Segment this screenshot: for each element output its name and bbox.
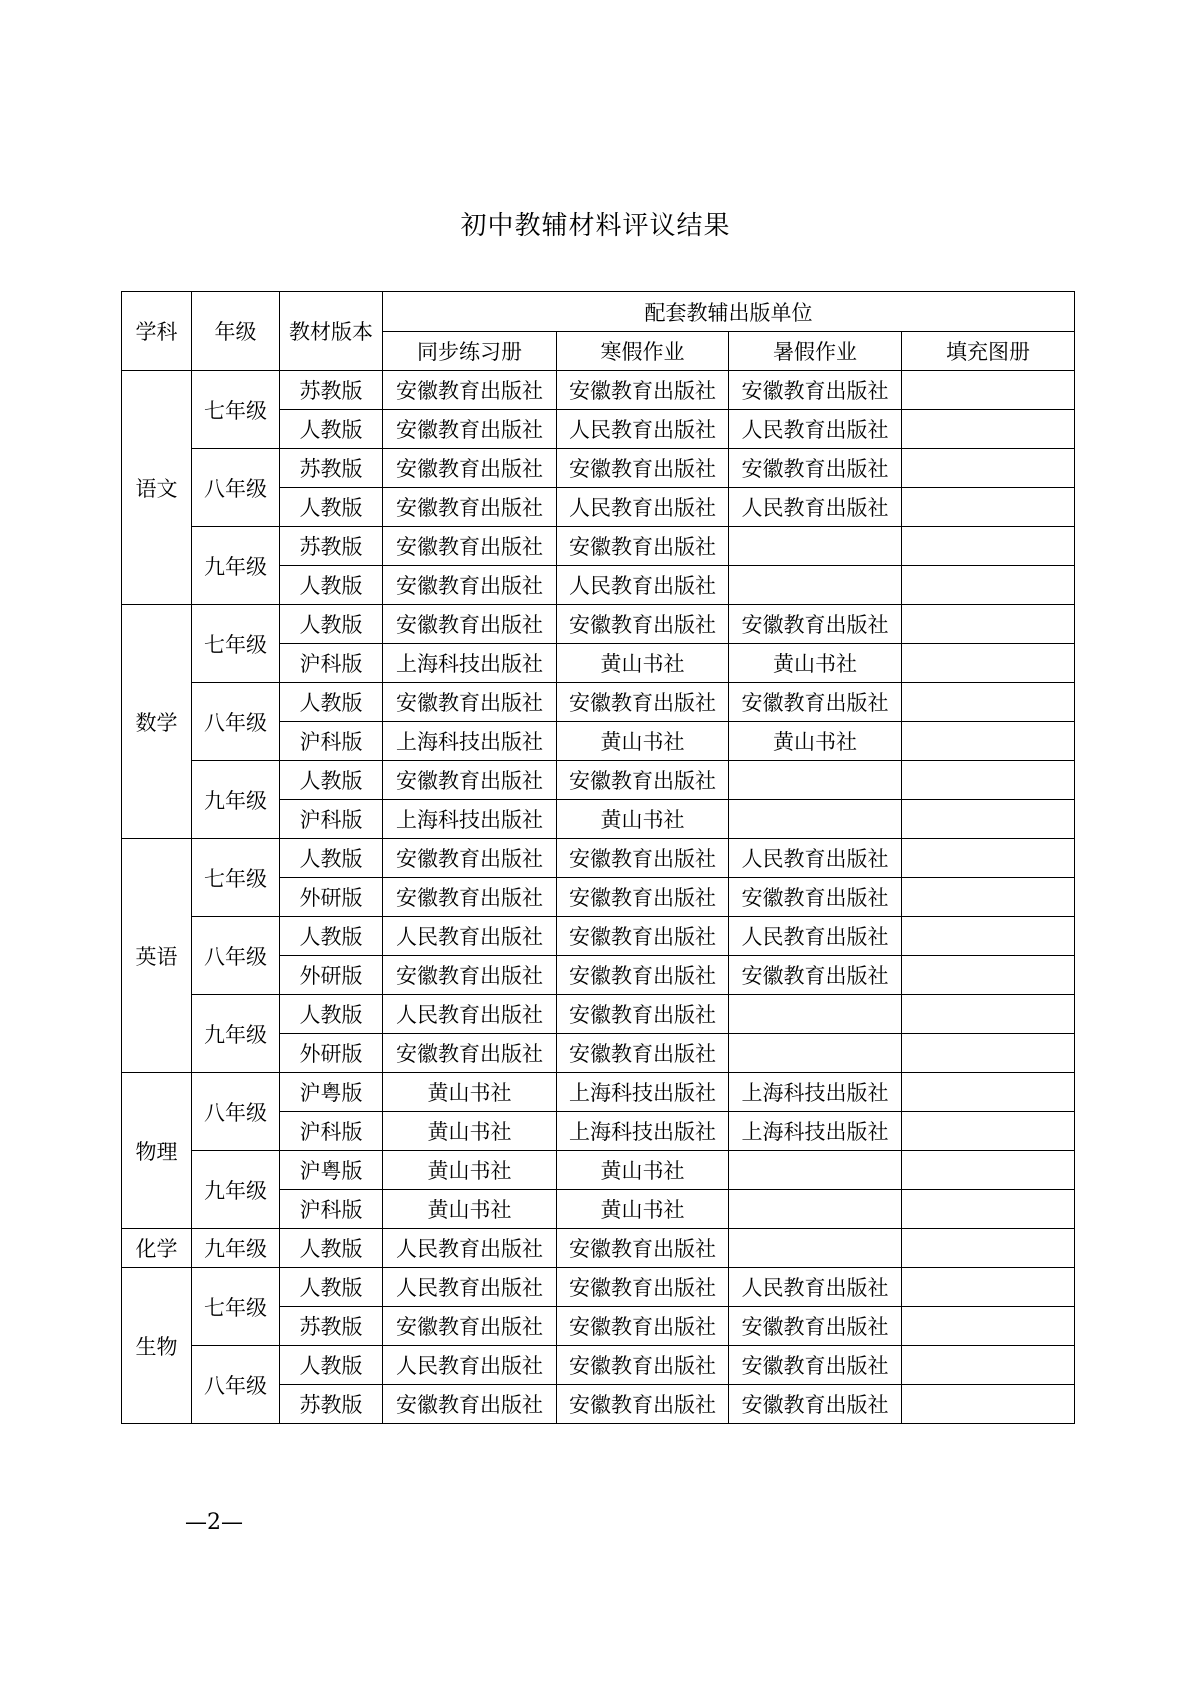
sync-cell: 安徽教育出版社	[383, 371, 557, 410]
header-row-1	[122, 292, 1075, 332]
edition-cell: 沪粤版	[280, 1151, 383, 1190]
sync-cell: 安徽教育出版社	[383, 566, 557, 605]
subject-cell: 数学	[122, 605, 192, 839]
edition-cell: 苏教版	[280, 1385, 383, 1424]
edition-cell: 人教版	[280, 410, 383, 449]
grade-cell: 九年级	[192, 1229, 280, 1268]
winter-cell: 安徽教育出版社	[557, 1307, 729, 1346]
atlas-cell	[902, 1268, 1075, 1307]
winter-cell: 人民教育出版社	[557, 488, 729, 527]
edition-cell: 沪科版	[280, 722, 383, 761]
table-row	[122, 839, 1075, 878]
atlas-cell	[902, 800, 1075, 839]
header-grade: 年级	[192, 292, 280, 371]
sync-cell: 安徽教育出版社	[383, 683, 557, 722]
sync-cell: 安徽教育出版社	[383, 527, 557, 566]
summer-cell: 安徽教育出版社	[729, 371, 902, 410]
grade-cell: 八年级	[192, 683, 280, 761]
table-row	[122, 605, 1075, 644]
sync-cell: 安徽教育出版社	[383, 956, 557, 995]
edition-cell: 人教版	[280, 995, 383, 1034]
sync-cell: 黄山书社	[383, 1151, 557, 1190]
results-table	[121, 291, 1075, 1424]
winter-cell: 黄山书社	[557, 1151, 729, 1190]
sync-cell: 黄山书社	[383, 1073, 557, 1112]
edition-cell: 外研版	[280, 956, 383, 995]
table-row	[122, 1151, 1075, 1190]
edition-cell: 人教版	[280, 1346, 383, 1385]
atlas-cell	[902, 371, 1075, 410]
winter-cell: 安徽教育出版社	[557, 683, 729, 722]
atlas-cell	[902, 566, 1075, 605]
winter-cell: 黄山书社	[557, 644, 729, 683]
header-summer: 暑假作业	[729, 332, 902, 371]
edition-cell: 沪科版	[280, 1190, 383, 1229]
winter-cell: 安徽教育出版社	[557, 878, 729, 917]
subject-cell: 物理	[122, 1073, 192, 1229]
sync-cell: 人民教育出版社	[383, 1268, 557, 1307]
sync-cell: 安徽教育出版社	[383, 1034, 557, 1073]
sync-cell: 安徽教育出版社	[383, 1385, 557, 1424]
edition-cell: 人教版	[280, 683, 383, 722]
summer-cell	[729, 1034, 902, 1073]
atlas-cell	[902, 1034, 1075, 1073]
sync-cell: 安徽教育出版社	[383, 605, 557, 644]
atlas-cell	[902, 488, 1075, 527]
atlas-cell	[902, 761, 1075, 800]
edition-cell: 人教版	[280, 839, 383, 878]
grade-cell: 七年级	[192, 371, 280, 449]
winter-cell: 人民教育出版社	[557, 566, 729, 605]
winter-cell: 安徽教育出版社	[557, 1385, 729, 1424]
grade-cell: 七年级	[192, 605, 280, 683]
subject-cell: 语文	[122, 371, 192, 605]
atlas-cell	[902, 1307, 1075, 1346]
summer-cell: 安徽教育出版社	[729, 1307, 902, 1346]
summer-cell	[729, 566, 902, 605]
edition-cell: 沪粤版	[280, 1073, 383, 1112]
summer-cell	[729, 527, 902, 566]
winter-cell: 安徽教育出版社	[557, 605, 729, 644]
sync-cell: 人民教育出版社	[383, 1346, 557, 1385]
sync-cell: 安徽教育出版社	[383, 449, 557, 488]
header-publisher-group: 配套教辅出版单位	[383, 292, 1075, 332]
summer-cell: 安徽教育出版社	[729, 1385, 902, 1424]
edition-cell: 人教版	[280, 1268, 383, 1307]
atlas-cell	[902, 1385, 1075, 1424]
summer-cell: 人民教育出版社	[729, 410, 902, 449]
sync-cell: 安徽教育出版社	[383, 410, 557, 449]
summer-cell: 人民教育出版社	[729, 488, 902, 527]
winter-cell: 黄山书社	[557, 1190, 729, 1229]
winter-cell: 安徽教育出版社	[557, 956, 729, 995]
summer-cell: 上海科技出版社	[729, 1073, 902, 1112]
summer-cell	[729, 761, 902, 800]
grade-cell: 八年级	[192, 917, 280, 995]
grade-cell: 九年级	[192, 995, 280, 1073]
edition-cell: 沪科版	[280, 800, 383, 839]
winter-cell: 安徽教育出版社	[557, 1034, 729, 1073]
table-row	[122, 683, 1075, 722]
winter-cell: 上海科技出版社	[557, 1112, 729, 1151]
summer-cell	[729, 1229, 902, 1268]
table-row	[122, 917, 1075, 956]
table-row	[122, 527, 1075, 566]
table-row	[122, 995, 1075, 1034]
grade-cell: 七年级	[192, 839, 280, 917]
summer-cell: 安徽教育出版社	[729, 683, 902, 722]
atlas-cell	[902, 449, 1075, 488]
header-atlas: 填充图册	[902, 332, 1075, 371]
winter-cell: 安徽教育出版社	[557, 995, 729, 1034]
atlas-cell	[902, 839, 1075, 878]
subject-cell: 生物	[122, 1268, 192, 1424]
edition-cell: 人教版	[280, 917, 383, 956]
table-row	[122, 761, 1075, 800]
winter-cell: 黄山书社	[557, 722, 729, 761]
grade-cell: 九年级	[192, 761, 280, 839]
atlas-cell	[902, 1073, 1075, 1112]
winter-cell: 安徽教育出版社	[557, 527, 729, 566]
sync-cell: 上海科技出版社	[383, 722, 557, 761]
winter-cell: 上海科技出版社	[557, 1073, 729, 1112]
header-winter: 寒假作业	[557, 332, 729, 371]
grade-cell: 七年级	[192, 1268, 280, 1346]
atlas-cell	[902, 956, 1075, 995]
winter-cell: 安徽教育出版社	[557, 839, 729, 878]
edition-cell: 苏教版	[280, 449, 383, 488]
atlas-cell	[902, 410, 1075, 449]
edition-cell: 人教版	[280, 566, 383, 605]
summer-cell: 人民教育出版社	[729, 839, 902, 878]
grade-cell: 八年级	[192, 449, 280, 527]
summer-cell: 安徽教育出版社	[729, 449, 902, 488]
table-row	[122, 1346, 1075, 1385]
winter-cell: 安徽教育出版社	[557, 1346, 729, 1385]
sync-cell: 黄山书社	[383, 1112, 557, 1151]
sync-cell: 安徽教育出版社	[383, 878, 557, 917]
sync-cell: 黄山书社	[383, 1190, 557, 1229]
atlas-cell	[902, 683, 1075, 722]
summer-cell: 安徽教育出版社	[729, 878, 902, 917]
grade-cell: 八年级	[192, 1073, 280, 1151]
sync-cell: 人民教育出版社	[383, 995, 557, 1034]
atlas-cell	[902, 527, 1075, 566]
winter-cell: 安徽教育出版社	[557, 1268, 729, 1307]
sync-cell: 安徽教育出版社	[383, 839, 557, 878]
edition-cell: 人教版	[280, 1229, 383, 1268]
atlas-cell	[902, 1151, 1075, 1190]
summer-cell: 上海科技出版社	[729, 1112, 902, 1151]
atlas-cell	[902, 917, 1075, 956]
atlas-cell	[902, 878, 1075, 917]
table-row	[122, 1229, 1075, 1268]
edition-cell: 人教版	[280, 488, 383, 527]
edition-cell: 人教版	[280, 761, 383, 800]
header-subject: 学科	[122, 292, 192, 371]
summer-cell	[729, 1151, 902, 1190]
atlas-cell	[902, 722, 1075, 761]
summer-cell	[729, 995, 902, 1034]
grade-cell: 八年级	[192, 1346, 280, 1424]
edition-cell: 人教版	[280, 605, 383, 644]
table-row	[122, 1073, 1075, 1112]
winter-cell: 安徽教育出版社	[557, 371, 729, 410]
summer-cell: 安徽教育出版社	[729, 956, 902, 995]
subject-cell: 英语	[122, 839, 192, 1073]
summer-cell	[729, 800, 902, 839]
sync-cell: 安徽教育出版社	[383, 1307, 557, 1346]
edition-cell: 苏教版	[280, 1307, 383, 1346]
atlas-cell	[902, 995, 1075, 1034]
sync-cell: 人民教育出版社	[383, 917, 557, 956]
table-row	[122, 449, 1075, 488]
atlas-cell	[902, 1229, 1075, 1268]
edition-cell: 苏教版	[280, 371, 383, 410]
grade-cell: 九年级	[192, 527, 280, 605]
atlas-cell	[902, 1346, 1075, 1385]
sync-cell: 人民教育出版社	[383, 1229, 557, 1268]
summer-cell: 安徽教育出版社	[729, 605, 902, 644]
atlas-cell	[902, 1112, 1075, 1151]
page-number: —2—	[185, 1510, 243, 1535]
summer-cell: 人民教育出版社	[729, 917, 902, 956]
atlas-cell	[902, 644, 1075, 683]
sync-cell: 上海科技出版社	[383, 644, 557, 683]
atlas-cell	[902, 1190, 1075, 1229]
sync-cell: 上海科技出版社	[383, 800, 557, 839]
edition-cell: 外研版	[280, 878, 383, 917]
header-edition: 教材版本	[280, 292, 383, 371]
summer-cell: 安徽教育出版社	[729, 1346, 902, 1385]
grade-cell: 九年级	[192, 1151, 280, 1229]
winter-cell: 安徽教育出版社	[557, 917, 729, 956]
summer-cell	[729, 1190, 902, 1229]
winter-cell: 黄山书社	[557, 800, 729, 839]
summer-cell: 人民教育出版社	[729, 1268, 902, 1307]
header-sync: 同步练习册	[383, 332, 557, 371]
summer-cell: 黄山书社	[729, 722, 902, 761]
edition-cell: 外研版	[280, 1034, 383, 1073]
table-row	[122, 1268, 1075, 1307]
summer-cell: 黄山书社	[729, 644, 902, 683]
atlas-cell	[902, 605, 1075, 644]
sync-cell: 安徽教育出版社	[383, 761, 557, 800]
document-title: 初中教辅材料评议结果	[460, 211, 731, 241]
subject-cell: 化学	[122, 1229, 192, 1268]
edition-cell: 苏教版	[280, 527, 383, 566]
winter-cell: 人民教育出版社	[557, 410, 729, 449]
winter-cell: 安徽教育出版社	[557, 449, 729, 488]
edition-cell: 沪科版	[280, 644, 383, 683]
edition-cell: 沪科版	[280, 1112, 383, 1151]
table-row	[122, 371, 1075, 410]
winter-cell: 安徽教育出版社	[557, 761, 729, 800]
winter-cell: 安徽教育出版社	[557, 1229, 729, 1268]
sync-cell: 安徽教育出版社	[383, 488, 557, 527]
